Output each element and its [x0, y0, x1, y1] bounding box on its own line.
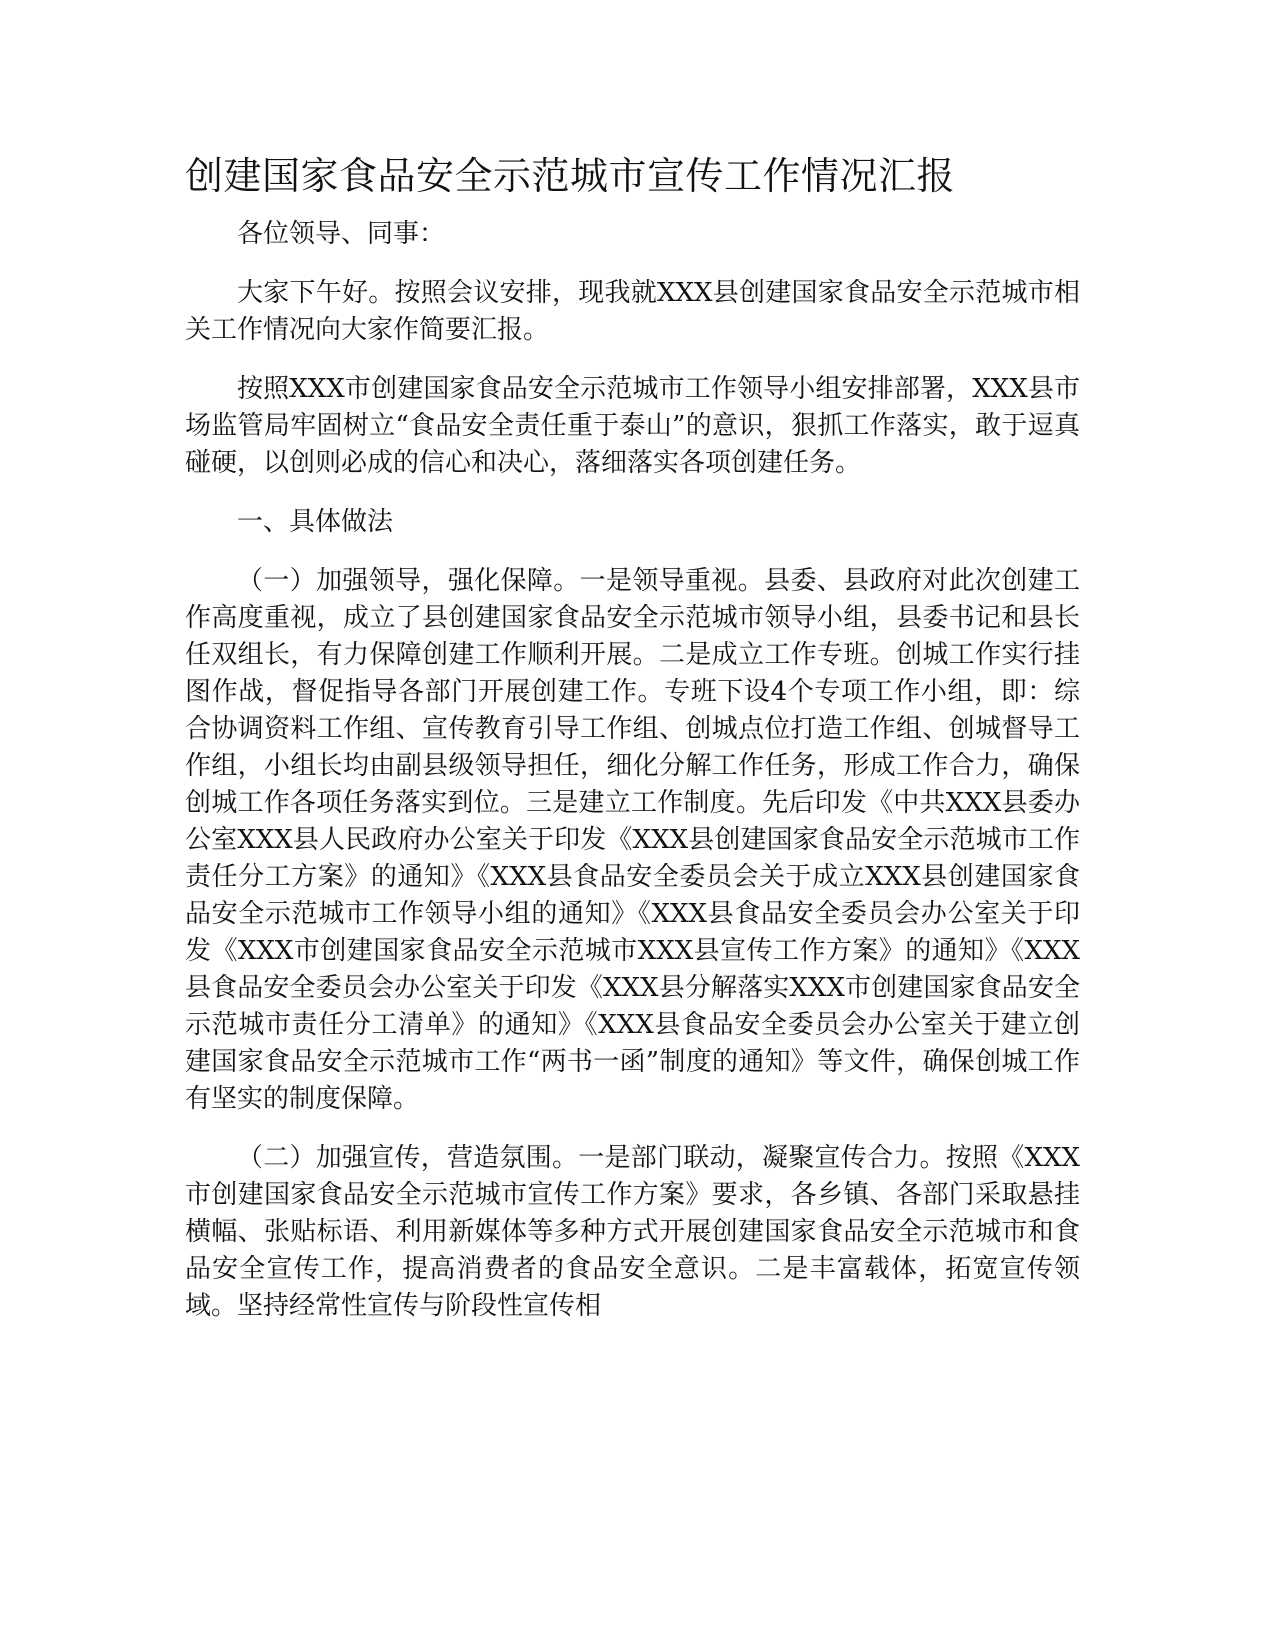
body-paragraph-publicity: （二）加强宣传，营造氛围。一是部门联动，凝聚宣传合力。按照《XXX市创建国家食品安全示范城市宣传工作方案》要求，各乡镇、各部门采取悬挂横幅、张贴标语、利用新媒体等多种方式开展创建国家食品安全示范城市和食品安全宣传工作，提高消费者的食品安全意识。二是丰富载体，拓宽宣传领域。坚持经常性宣传与阶段性宣传相 — [185, 1143, 1080, 1321]
body-paragraph-leadership: （一）加强领导，强化保障。一是领导重视。县委、县政府对此次创建工作高度重视，成立了县创建国家食品安全示范城市领导小组，县委书记和县长任双组长，有力保障创建工作顺利开展。二是成立工作专班。创城工作实行挂图作战，督促指导各部门开展创建工作。专班下设4个专项工作小组，即：综合协调资料工作组、宣传教育引导工作组、创城点位打造工作组、创城督导工作组，小组长均由副县级领导担任，细化分解工作任务，形成工作合力，确保创城工作各项任务落实到位。三是建立工作制度。先后印发《中共XXX县委办公室XXX县人民政府办公室关于印发《XXX县创建国家食品安全示范城市工作责任分工方案》的通知》《XXX县食品安全委员会关于成立XXX县创建国家食品安全示范城市工作领导小组的通知》《XXX县食品安全委员会办公室关于印发《XXX市创建国家食品安全示范城市XXX县宣传工作方案》的通知》《XXX县食品安全委员会办公室关于印发《XXX县分解落实XXX市创建国家食品安全示范城市责任分工清单》的通知》《XXX县食品安全委员会办公室关于建立创建国家食品安全示范城市工作“两书一函”制度的通知》等文件，确保创城工作有坚实的制度保障。 — [185, 566, 1080, 1114]
greeting-paragraph: 各位领导、同事： — [237, 219, 446, 249]
document-title: 创建国家食品安全示范城市宣传工作情况汇报 — [185, 154, 956, 198]
background-paragraph: 按照XXX市创建国家食品安全示范城市工作领导小组安排部署，XXX县市场监管局牢固树立“食品安全责任重于泰山”的意识，狠抓工作落实，敢于逗真碰硬，以创则必成的信心和决心，落细落实各项创建任务。 — [185, 374, 1080, 478]
document-body — [185, 150, 1080, 1347]
section-heading: 一、具体做法 — [237, 507, 394, 537]
intro-paragraph: 大家下午好。按照会议安排，现我就XXX县创建国家食品安全示范城市相关工作情况向大家作简要汇报。 — [185, 278, 1080, 345]
